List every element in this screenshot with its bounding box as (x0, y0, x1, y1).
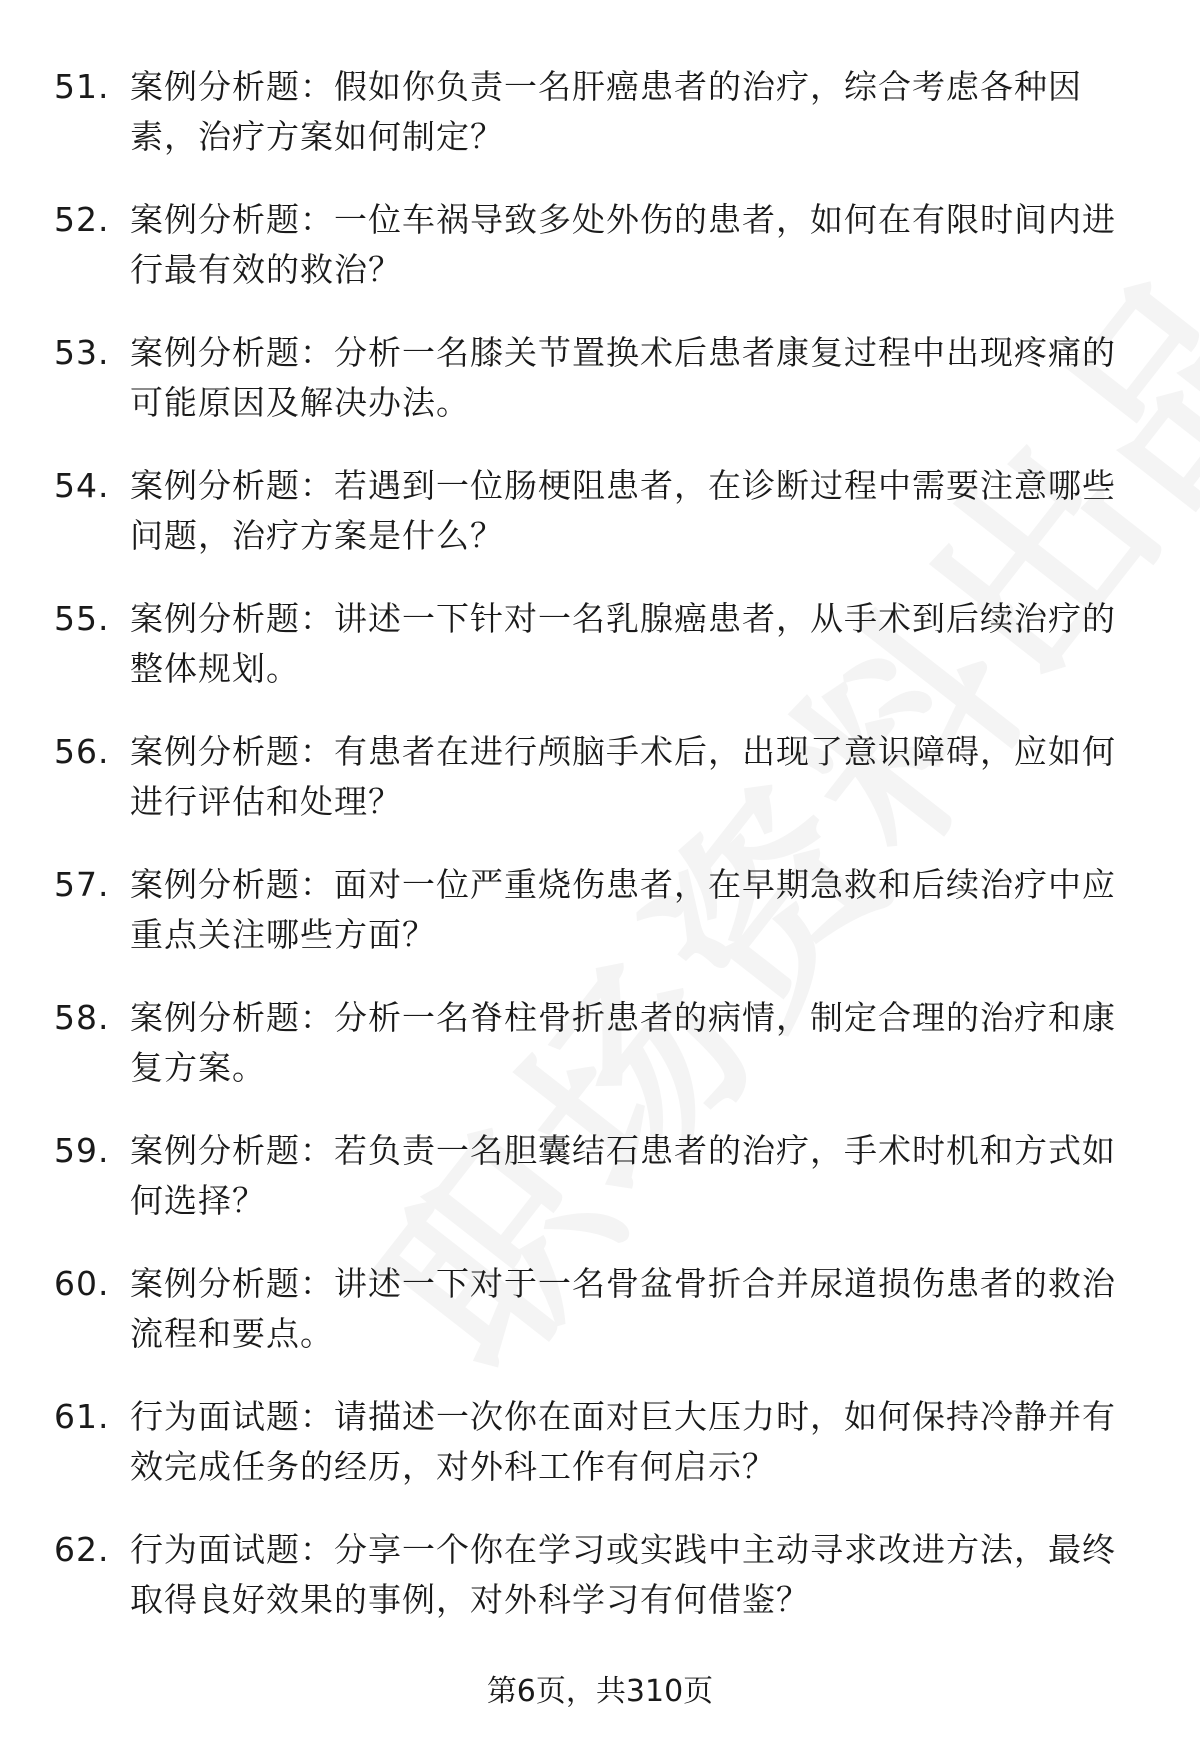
question-number: 53. (54, 333, 110, 372)
question-number: 60. (54, 1264, 110, 1303)
page-footer: 第6页，共310页 (486, 1674, 714, 1709)
question-item (54, 860, 1154, 993)
question-text: 案例分析题：若负责一名胆囊结石患者的治疗，手术时机和方式如何选择？ (130, 1131, 1116, 1220)
question-number: 59. (54, 1131, 110, 1170)
question-text: 案例分析题：有患者在进行颅脑手术后，出现了意识障碍，应如何进行评估和处理？ (130, 732, 1116, 821)
question-text: 案例分析题：讲述一下对于一名骨盆骨折合并尿道损伤患者的救治流程和要点。 (130, 1264, 1116, 1353)
question-number: 54. (54, 466, 110, 505)
question-item (54, 1392, 1154, 1525)
question-number: 58. (54, 998, 110, 1037)
question-item (54, 328, 1154, 461)
question-item (54, 1259, 1154, 1392)
question-item (54, 594, 1154, 727)
question-item (54, 62, 1154, 195)
question-number: 51. (54, 67, 110, 106)
question-text: 行为面试题：分享一个你在学习或实践中主动寻求改进方法，最终取得良好效果的事例，对外科学习有何借鉴？ (130, 1530, 1116, 1619)
question-text: 案例分析题：假如你负责一名肝癌患者的治疗，综合考虑各种因素，治疗方案如何制定？ (130, 67, 1082, 156)
question-text: 案例分析题：面对一位严重烧伤患者，在早期急救和后续治疗中应重点关注哪些方面？ (130, 865, 1116, 954)
question-item (54, 993, 1154, 1126)
question-item (54, 1126, 1154, 1259)
question-number: 61. (54, 1397, 110, 1436)
question-text: 案例分析题：若遇到一位肠梗阻患者，在诊断过程中需要注意哪些问题，治疗方案是什么？ (130, 466, 1116, 555)
question-number: 62. (54, 1530, 110, 1569)
question-item (54, 727, 1154, 860)
question-number: 56. (54, 732, 110, 771)
question-list (54, 62, 1154, 1658)
question-number: 52. (54, 200, 110, 239)
question-item (54, 461, 1154, 594)
question-text: 案例分析题：一位车祸导致多处外伤的患者，如何在有限时间内进行最有效的救治？ (130, 200, 1116, 289)
question-item (54, 195, 1154, 328)
question-text: 案例分析题：讲述一下针对一名乳腺癌患者，从手术到后续治疗的整体规划。 (130, 599, 1116, 688)
question-number: 55. (54, 599, 110, 638)
question-item (54, 1525, 1154, 1658)
question-text: 行为面试题：请描述一次你在面对巨大压力时，如何保持冷静并有效完成任务的经历，对外科工作有何启示？ (130, 1397, 1116, 1486)
question-number: 57. (54, 865, 110, 904)
question-text: 案例分析题：分析一名膝关节置换术后患者康复过程中出现疼痛的可能原因及解决办法。 (130, 333, 1116, 422)
question-text: 案例分析题：分析一名脊柱骨折患者的病情，制定合理的治疗和康复方案。 (130, 998, 1116, 1087)
